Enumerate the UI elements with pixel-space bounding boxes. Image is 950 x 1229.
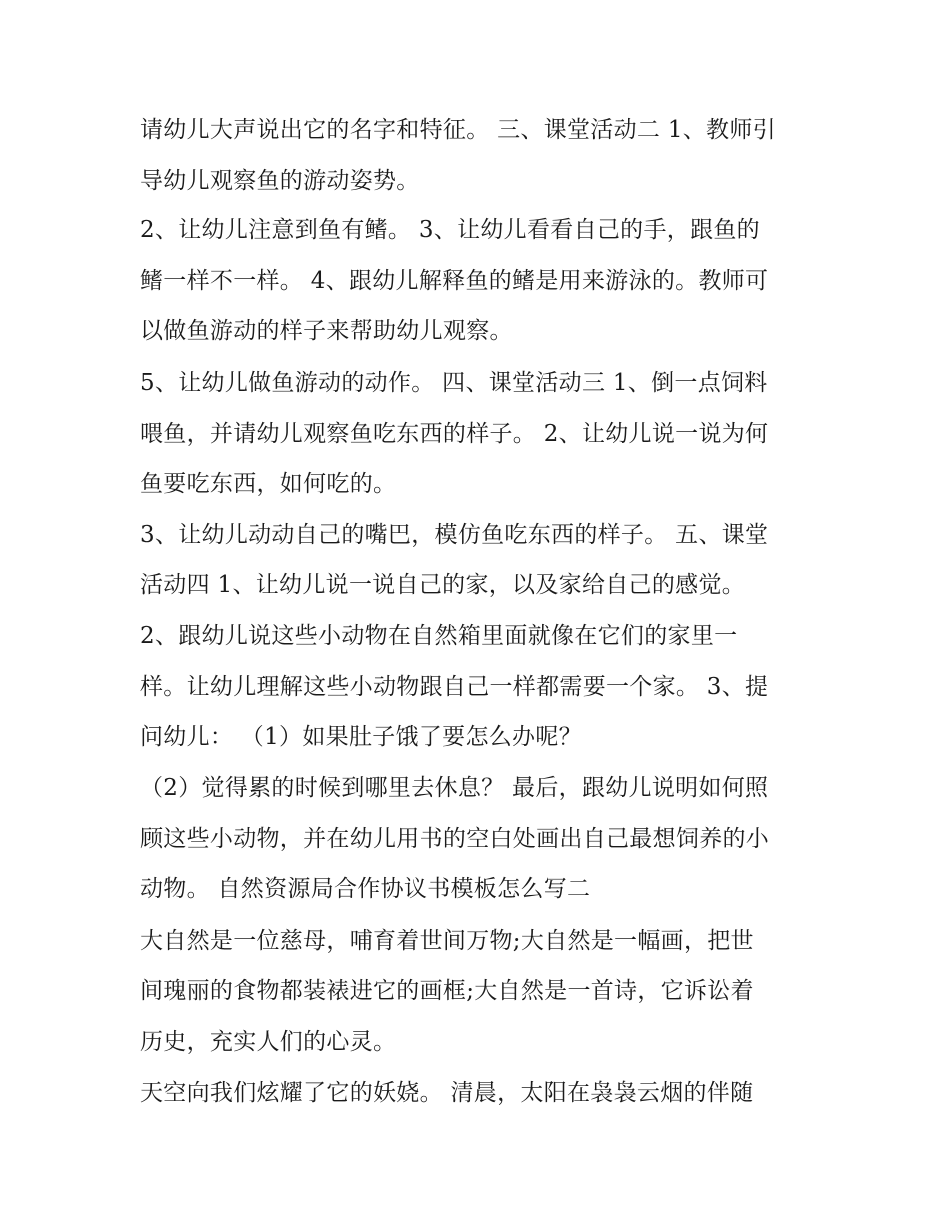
text-line: 导幼儿观察鱼的游动姿势。	[140, 168, 420, 194]
text-line: 5、让幼儿做鱼游动的动作。 四、课堂活动三 1、倒一点饲料	[140, 370, 768, 396]
text-line: 3、让幼儿动动自己的嘴巴，模仿鱼吃东西的样子。 五、课堂	[140, 522, 769, 548]
text-line: 鳍一样不一样。 4、跟幼儿解释鱼的鳍是用来游泳的。教师可	[140, 268, 769, 294]
text-line: 历史，充实人们的心灵。	[140, 1029, 397, 1055]
text-line: 以做鱼游动的样子来帮助幼儿观察。	[140, 318, 513, 344]
text-line: 2、让幼儿注意到鱼有鳍。 3、让幼儿看看自己的手，跟鱼的	[140, 217, 760, 243]
text-line: 鱼要吃东西，如何吃的。	[140, 471, 397, 497]
text-line: 喂鱼，并请幼儿观察鱼吃东西的样子。 2、让幼儿说一说为何	[140, 421, 769, 447]
text-line: 大自然是一位慈母，哺育着世间万物;大自然是一幅画，把世	[140, 928, 754, 954]
text-line: 顾这些小动物，并在幼儿用书的空白处画出自己最想饲养的小	[140, 826, 770, 852]
text-line: 2、跟幼儿说这些小动物在自然箱里面就像在它们的家里一	[140, 623, 738, 649]
text-line: 动物。 自然资源局合作协议书模板怎么写二	[140, 876, 591, 902]
text-line: 间瑰丽的食物都装裱进它的画框;大自然是一首诗，它诉讼着	[140, 978, 754, 1004]
text-line: 请幼儿大声说出它的名字和特征。 三、课堂活动二 1、教师引	[140, 117, 776, 143]
text-line: 天空向我们炫耀了它的妖娆。 清晨，太阳在袅袅云烟的伴随	[140, 1080, 754, 1106]
text-line: 活动四 1、让幼儿说一说自己的家，以及家给自己的感觉。	[140, 572, 746, 598]
text-line: 样。让幼儿理解这些小动物跟自己一样都需要一个家。 3、提	[140, 674, 769, 700]
text-line: （2）觉得累的时候到哪里去休息？ 最后，跟幼儿说明如何照	[140, 775, 769, 801]
text-line: 问幼儿： （1）如果肚子饿了要怎么办呢？	[140, 724, 582, 750]
